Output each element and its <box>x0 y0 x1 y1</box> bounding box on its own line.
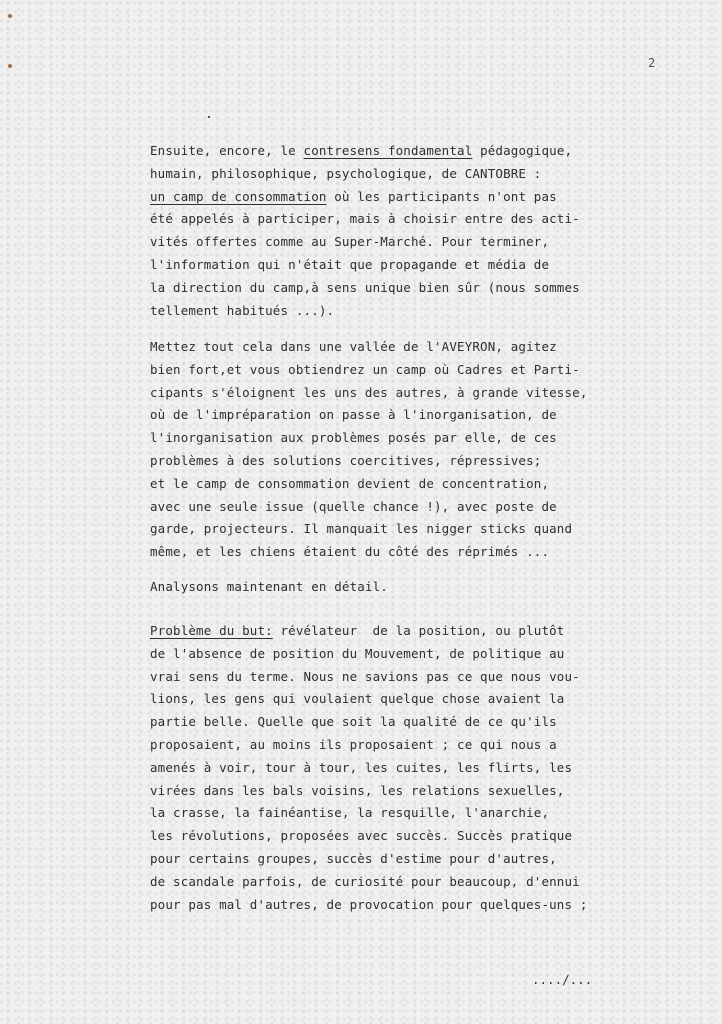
text-line <box>150 620 660 643</box>
underlined-phrase: contresens fondamental <box>303 143 473 158</box>
text-line: pour pas mal d'autres, de provocation pour quelques-uns ; <box>150 896 588 912</box>
text-line: de l'absence de position du Mouvement, de politique au <box>150 645 565 661</box>
page-number: 2 <box>648 56 656 70</box>
text-line: humain, philosophique, psychologique, de CANTOBRE : <box>150 165 542 181</box>
text-line: cipants s'éloignent les uns des autres, à grande vitesse, <box>150 384 588 400</box>
text-line: pour certains groupes, succès d'estime pour d'autres, <box>150 850 557 866</box>
text-line: avec une seule issue (quelle chance !), avec poste de <box>150 498 557 514</box>
text-span: où les participants n'ont pas <box>326 188 557 204</box>
edge-mark <box>8 64 12 68</box>
text-line: proposaient, au moins ils proposaient ; ce qui nous a <box>150 736 557 752</box>
text-line: tellement habitués ...). <box>150 302 335 318</box>
aveyron-paragraph <box>150 336 660 564</box>
text-line: problèmes à des solutions coercitives, répressives; <box>150 452 542 468</box>
stray-mark <box>208 116 210 118</box>
analysons-paragraph <box>150 576 660 599</box>
text-line: même, et les chiens étaient du côté des réprimés ... <box>150 544 550 560</box>
intro-lines <box>150 208 660 322</box>
text-line: bien fort,et vous obtiendrez un camp où Cadres et Parti- <box>150 361 580 377</box>
text-line: Mettez tout cela dans une vallée de l'AVEYRON, agitez <box>150 339 557 354</box>
text-line: la direction du camp,à sens unique bien sûr (nous sommes <box>150 279 580 295</box>
intro-paragraph <box>150 140 660 322</box>
probleme-paragraph <box>150 620 660 916</box>
text-line: et le camp de consommation devient de concentration, <box>150 475 550 491</box>
section-heading: Problème du but: <box>150 623 273 638</box>
text-line: lions, les gens qui voulaient quelque chose avaient la <box>150 691 565 707</box>
text-line: garde, projecteurs. Il manquait les nigger sticks quand <box>150 521 573 537</box>
text-line: Analysons maintenant en détail. <box>150 579 388 594</box>
text-line: les révolutions, proposées avec succès. Succès pratique <box>150 828 573 844</box>
probleme-lines <box>150 643 660 917</box>
continuation-marker: ..../... <box>532 972 593 987</box>
edge-mark <box>8 14 12 18</box>
text-line: été appelés à participer, mais à choisir entre des acti- <box>150 211 580 227</box>
text-line: partie belle. Quelle que soit la qualité de ce qu'ils <box>150 714 557 730</box>
text-line: virées dans les bals voisins, les relations sexuelles, <box>150 782 565 798</box>
text-span: révélateur de la position, ou plutôt <box>272 623 565 638</box>
text-span: pédagogique, <box>472 143 573 158</box>
text-line <box>150 186 660 209</box>
text-line <box>150 140 660 163</box>
text-line: l'inorganisation aux problèmes posés par elle, de ces <box>150 430 557 446</box>
text-line: l'information qui n'était que propagande et média de <box>150 256 550 272</box>
text-line: vrai sens du terme. Nous ne savions pas ce que nous vou- <box>150 668 580 684</box>
underlined-phrase: un camp de consommation <box>150 188 327 204</box>
text-line: où de l'impréparation on passe à l'inorganisation, de <box>150 407 557 423</box>
text-line: vités offertes comme au Super-Marché. Pour terminer, <box>150 234 550 250</box>
text-line: de scandale parfois, de curiosité pour beaucoup, d'ennui <box>150 873 580 889</box>
text-line: la crasse, la fainéantise, la resquille, l'anarchie, <box>150 805 550 821</box>
text-span: Ensuite, encore, le <box>150 143 304 158</box>
text-line: amenés à voir, tour à tour, les cuites, les flirts, les <box>150 759 573 775</box>
